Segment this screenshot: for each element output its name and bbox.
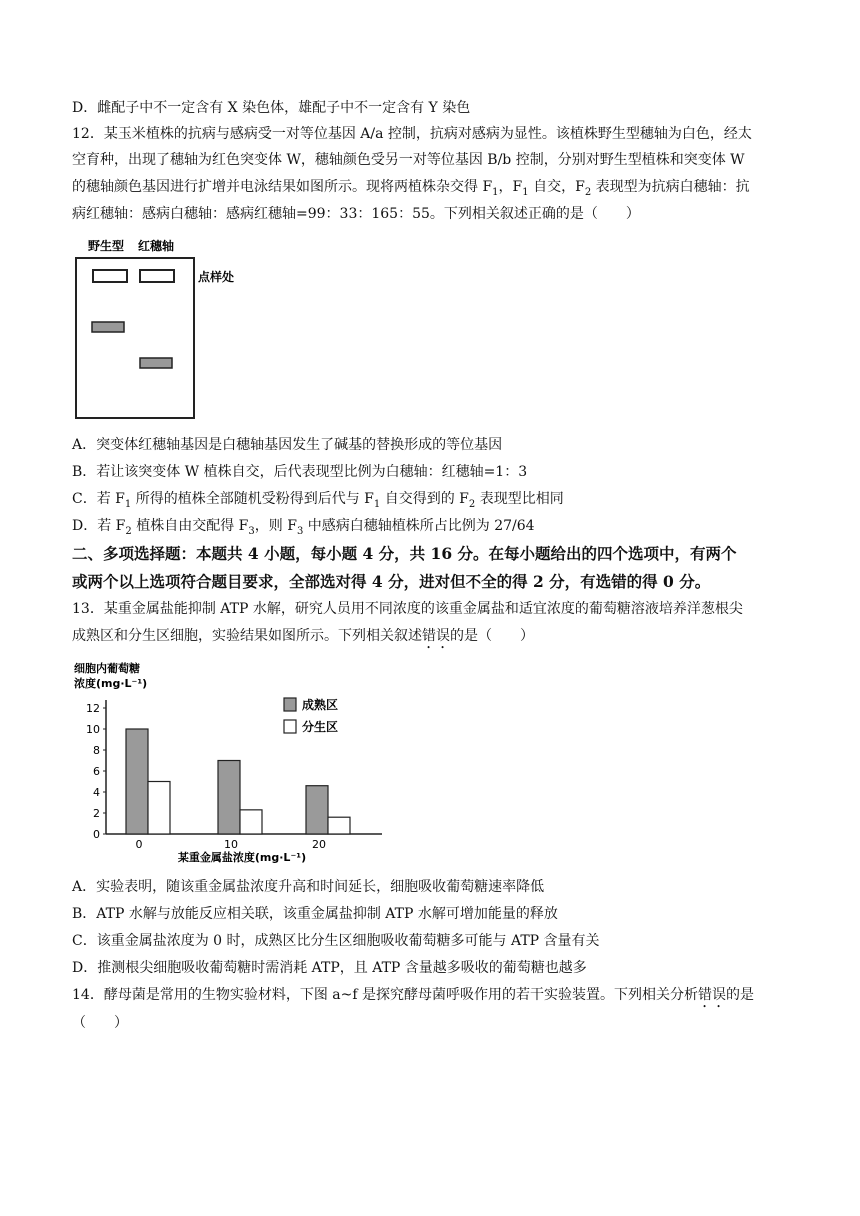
- chart-xlabel: 某重金属盐浓度(mg·L⁻¹): [177, 851, 307, 864]
- q13-option-c: C．该重金属盐浓度为 0 时，成熟区比分生区细胞吸收葡萄糖多可能与 ATP 含量有关: [72, 933, 600, 949]
- bar-mature-zone-0: [126, 729, 148, 834]
- gel-label-well: 点样处: [198, 270, 235, 284]
- legend-swatch: [284, 698, 296, 711]
- emphasis-wrong: 错误: [697, 987, 726, 1003]
- bar-meristem-zone-10: [240, 810, 262, 834]
- well-wild: [93, 270, 127, 282]
- gel-electrophoresis-figure: [70, 234, 235, 424]
- q13-stem-line2: 成熟区和分生区细胞，实验结果如图所示。下列相关叙述错误的是（ ）: [72, 628, 534, 644]
- legend-swatch: [284, 720, 296, 733]
- q12-stem-line2: 空育种，出现了穗轴为红色突变体 W，穗轴颜色受另一对等位基因 B/b 控制，分别对野生型植株和突变体 W: [72, 152, 745, 168]
- emphasis-wrong: 错误: [422, 628, 450, 644]
- chart-bars: [126, 729, 350, 834]
- legend-label: 成熟区: [302, 698, 339, 712]
- y-tick-label: 12: [86, 702, 100, 715]
- glucose-bar-chart: [70, 660, 400, 870]
- y-tick-label: 6: [93, 765, 100, 778]
- y-tick-label: 0: [93, 828, 100, 841]
- gel-label-red: 红穗轴: [138, 239, 175, 253]
- y-tick-label: 8: [93, 744, 100, 757]
- q12-option-d: D．若 $F_2$ 植株自由交配得 $F_3$，则 $F_3$ 中感病白穗轴植株所占比例为 27/64: [72, 518, 535, 537]
- q12-option-a: A．突变体红穗轴基因是白穗轴基因发生了碱基的替换形成的等位基因: [72, 437, 503, 453]
- gel-label-wild: 野生型: [88, 239, 125, 253]
- chart-ylabel-line1: 细胞内葡萄糖: [74, 662, 140, 675]
- q14-stem-line1: 14．酵母菌是常用的生物实验材料，下图 a~f 是探究酵母菌呼吸作用的若干实验装置。下列相关分析错误的是: [72, 987, 754, 1003]
- section2-heading-line2: 或两个以上选项符合题目要求，全部选对得 4 分，进对但不全的得 2 分，有选错的得 0 分。: [72, 572, 711, 591]
- q13-option-b: B．ATP 水解与放能反应相关联，该重金属盐抑制 ATP 水解可增加能量的释放: [72, 906, 558, 922]
- q13-option-a: A．实验表明，随该重金属盐浓度升高和时间延长，细胞吸收葡萄糖速率降低: [72, 879, 545, 895]
- bar-meristem-zone-20: [328, 817, 350, 834]
- q13-stem-line1: 13．某重金属盐能抑制 ATP 水解，研究人员用不同浓度的该重金属盐和适宜浓度的葡萄糖溶液培养洋葱根尖: [72, 601, 743, 617]
- q12-option-b: B．若让该突变体 W 植株自交，后代表现型比例为白穗轴：红穗轴=1：3: [72, 464, 528, 480]
- well-red: [140, 270, 174, 282]
- bar-mature-zone-10: [218, 761, 240, 835]
- q12-stem-line1: 12．某玉米植株的抗病与感病受一对等位基因 A/a 控制，抗病对感病为显性。该植株野生型穗轴为白色，经太: [72, 126, 752, 142]
- y-tick-label: 10: [86, 723, 100, 736]
- q13-option-d: D．推测根尖细胞吸收葡萄糖时需消耗 ATP，且 ATP 含量越多吸收的葡萄糖也越多: [72, 960, 587, 976]
- x-tick-label: 20: [312, 838, 326, 851]
- q12-option-c: C．若 $F_1$ 所得的植株全部随机受粉得到后代与 $F_1$ 自交得到的 $F_2$ 表现型比相同: [72, 491, 564, 510]
- bar-mature-zone-20: [306, 786, 328, 834]
- q11-option-d: D．雌配子中不一定含有 X 染色体，雄配子中不一定含有 Y 染色: [72, 100, 471, 116]
- x-tick-label: 10: [224, 838, 238, 851]
- y-tick-label: 4: [93, 786, 100, 799]
- legend-label: 分生区: [302, 720, 339, 734]
- q14-stem-line2: （ ）: [72, 1015, 128, 1031]
- y-tick-label: 2: [93, 807, 100, 820]
- chart-legend: [284, 697, 338, 734]
- band-red: [140, 358, 172, 368]
- section2-heading-line1: 二、多项选择题：本题共 4 小题，每小题 4 分，共 16 分。在每小题给出的四个选项中，有两个: [72, 544, 737, 563]
- q12-stem-line3: 的穗轴颜色基因进行扩增并电泳结果如图所示。现将两植株杂交得 $F_1$，$F_1$ 自交，$F_2$ 表现型为抗病白穗轴：抗: [72, 179, 750, 198]
- q12-stem-line4: 病红穗轴：感病白穗轴：感病红穗轴=99：33：165：55。下列相关叙述正确的是（ ）: [72, 206, 640, 222]
- chart-ylabel-line2: 浓度(mg·L⁻¹): [74, 677, 148, 690]
- band-wild: [92, 322, 124, 332]
- x-tick-label: 0: [135, 838, 143, 851]
- bar-meristem-zone-0: [148, 782, 170, 835]
